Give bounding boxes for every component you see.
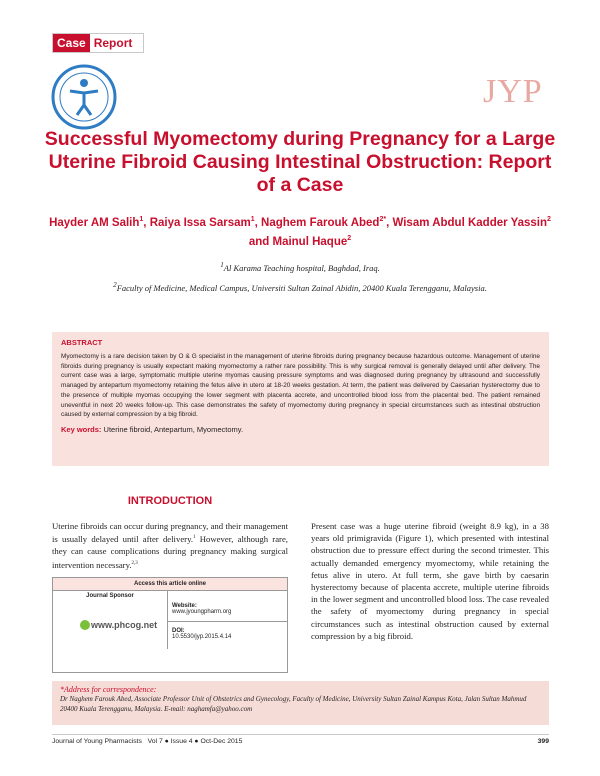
intro-left-paragraph: Uterine fibroids can occur during pregnancy, and their management is usually delayed until after delivery.$^1$ However, although rare, they can cause complications during pregnancy making surgical intervention necessary.$^{2,3}$ (52, 521, 288, 570)
page-footer: Journal of Young Pharmacists Vol 7 ● Issue 4 ● Oct-Dec 2015 399 (52, 734, 549, 745)
footer-date: Oct-Dec 2015 (200, 738, 243, 745)
abstract-box (52, 332, 549, 466)
website-link[interactable]: www.jyoungpharm.org (172, 609, 232, 615)
footer-volume: Vol 7 (147, 738, 163, 745)
leaf-icon (79, 619, 91, 631)
affiliation-2: $^2$Faculty of Medicine, Medical Campus, Universiti Sultan Zainal Abidin, 20400 Kuala Terengganu, Malaysia. (113, 281, 487, 293)
tag-part-report: Report (93, 36, 133, 50)
keywords-label: Key words: (61, 424, 102, 434)
website-label: Website: (172, 603, 197, 609)
correspondence-heading: *Address for correspondence: (60, 685, 157, 694)
journal-mark: JYP (483, 73, 543, 110)
author-name: Raiya Issa Sarsam (149, 216, 251, 229)
footer-issue: Issue 4 (170, 738, 193, 745)
doi-value[interactable]: 10.5530/jyp.2015.4.14 (172, 634, 232, 640)
author-name: Hayder AM Salih (49, 216, 140, 229)
intro-right-paragraph: Present case was a huge uterine fibroid (weight 8.9 kg), in a 38 years old primigravida (Figure 1), which presented with intestinal obstruction due to pressure effect during the second trimester. This actually demanded emergency myomectomy, while retaining the fetus alive in utero. At full term, she gave birth by caesarin hysterectomy because of placenta accrete, multiple uterine fibroids in the lower segment and uncontrolled blood loss. The case revealed the safety of myomectomy during pregnancy in special circumstances such as intestinal obstruction caused by external compression by a big fibroid. (311, 521, 549, 641)
correspondence-text: Dr Naghem Farouk Abed, Associate Professor Unit of Obstetrics and Gynecology, Faculty of Medicine, University Sultan Zainal Kampus Kota, Jalan Sultan Mahmud 20400 Kuala Terengganu, Malaysia. E-mail: naghamfa@yahoo.com (60, 695, 527, 713)
affiliation-1: $^1$Al Karama Teaching hospital, Baghdad, Iraq. (220, 261, 380, 273)
sponsor-logo[interactable]: www.phcog.net (53, 601, 167, 649)
article-title: Successful Myomectomy during Pregnancy for a Large Uterine Fibroid Causing Intestinal Obstruction: Report of a Case (44, 128, 556, 196)
abstract-text: Myomectomy is a rare decision taken by O & G specialist in the management of uterine fibroids during pregnancy because hazardous outcome. Management of uterine fibroids during pregnancy is usually expectant making myomectomy a rather rare possibility. This is why surgical removal is generally delayed until after delivery. The current case was a large, symptomatic multiple uterine myomas causing pressure symptoms and was diagnosed during pregnancy by ultrasound and successfully managed by antepartum myomectomy retaining the fetus alive in utero at 18-20 weeks gestation. At term, the patient was delivered by Caesarian hysterectomy due to the presence of multiple myomas occupying the lower segment with placenta accrete, and uncontrolled blood loss from the placental bed. The patient remained uneventful in next 20 weeks follow-up. This case demonstrates the safety of myomectomy during pregnancy in special circumstances such as intestinal obstruction caused by external compression by a big fibroid. (61, 353, 540, 419)
footer-page-number: 399 (537, 738, 549, 745)
journal-emblem-icon (50, 63, 118, 131)
author-name: Mainul Haque (272, 235, 348, 248)
author-name: Naghem Farouk Abed (261, 216, 380, 229)
author-name: Wisam Abdul Kadder Yassin (392, 216, 548, 229)
doi-label: DOI: (172, 628, 185, 634)
sponsor-label: Journal Sponsor (86, 593, 134, 599)
access-online-box (52, 577, 288, 673)
correspondence-box (52, 681, 549, 725)
section-heading-introduction: INTRODUCTION (127, 495, 213, 507)
access-heading: Access this article online (53, 578, 287, 591)
keywords-text: Uterine fibroid, Antepartum, Myomectomy. (103, 424, 244, 434)
tag-part-case: Case (53, 34, 90, 52)
author-list: Hayder AM Salih$^1$, Raiya Issa Sarsam$^1$, Naghem Farouk Abed$^{2*}$, Wisam Abdul Kadder Yassin$^2$ and Mainul Haque$^2$ (49, 216, 551, 248)
keywords (61, 425, 540, 434)
article-type-tag (52, 33, 144, 53)
footer-journal: Journal of Young Pharmacists (52, 738, 142, 745)
abstract-heading: ABSTRACT (61, 338, 103, 347)
